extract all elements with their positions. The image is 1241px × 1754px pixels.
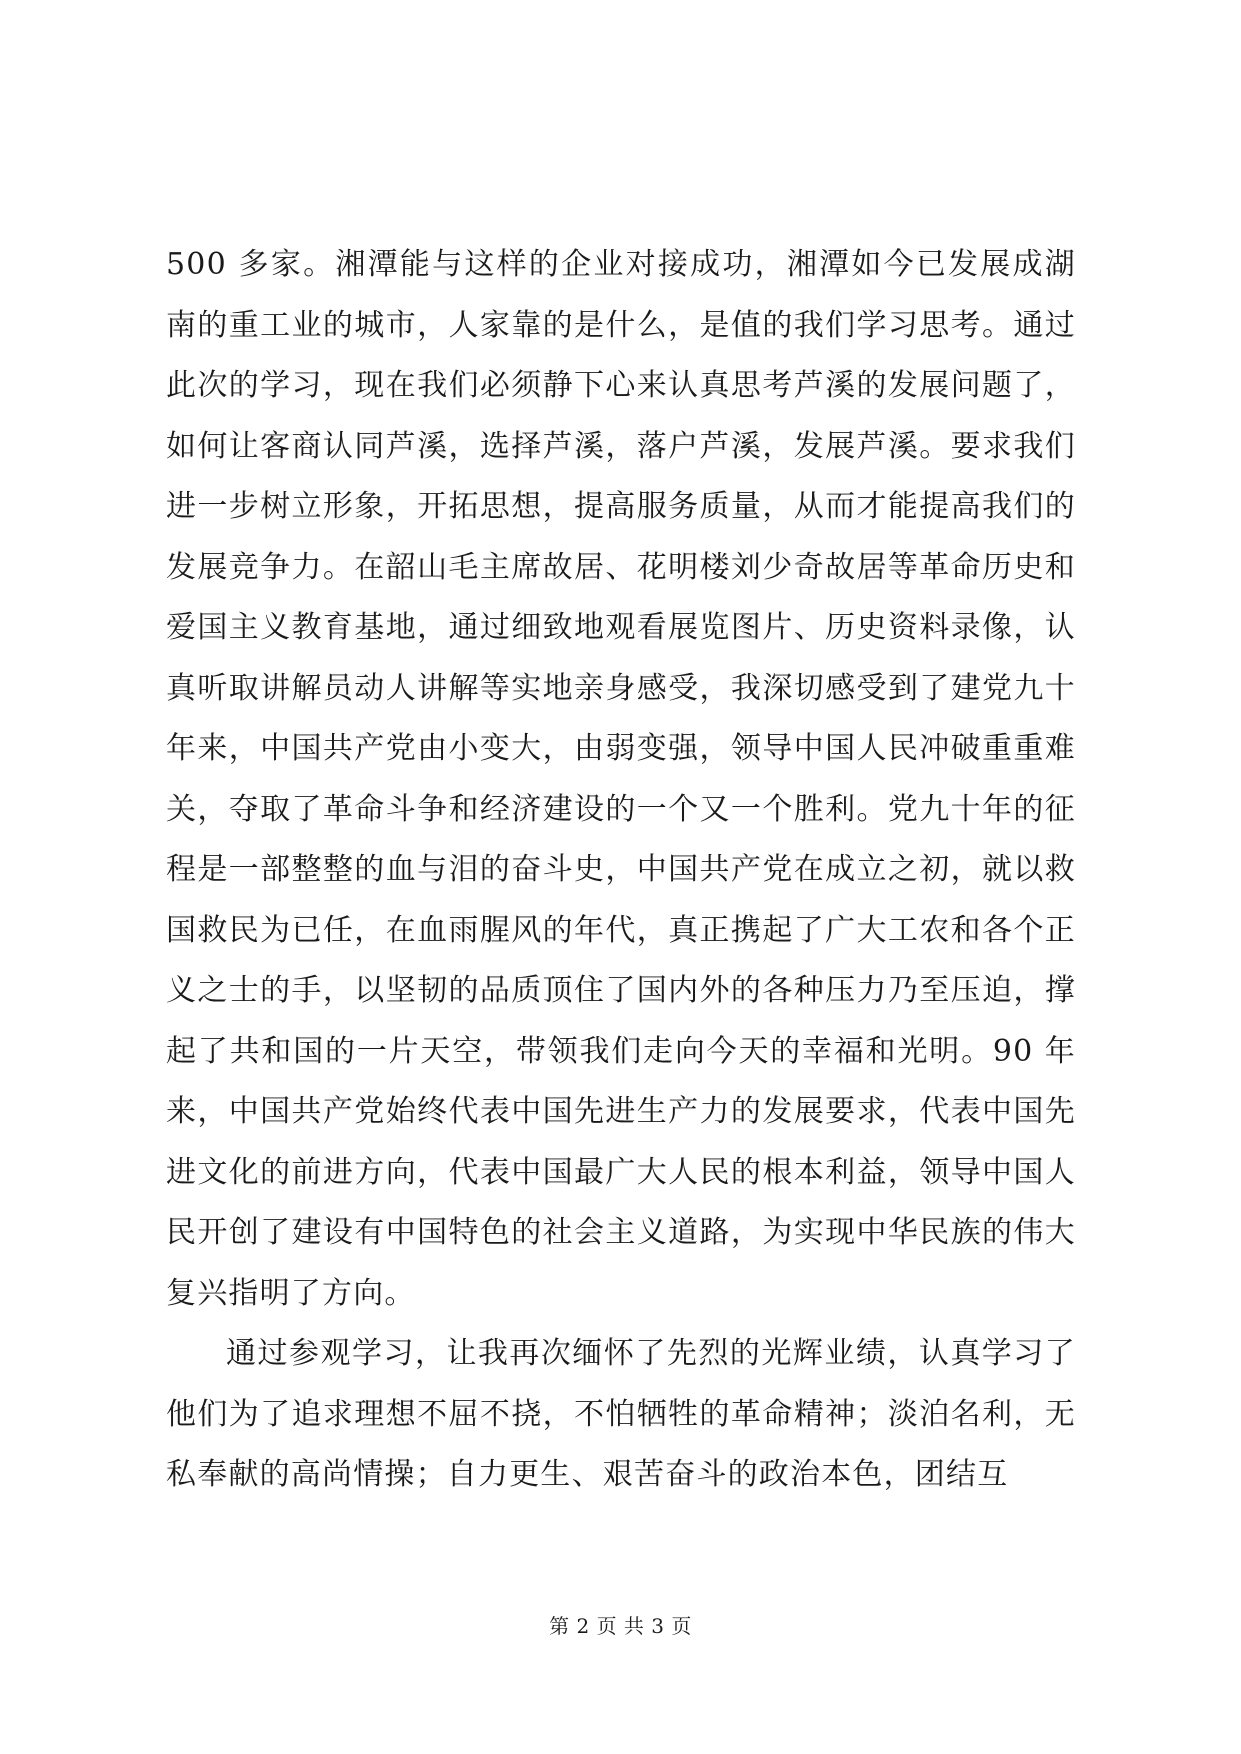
document-body bbox=[166, 235, 1076, 1506]
paragraph-1: 500 多家。湘潭能与这样的企业对接成功，湘潭如今已发展成湖南的重工业的城市，人家靠的是什么，是值的我们学习思考。通过此次的学习，现在我们必须静下心来认真思考芦溪的发展问题了，如何让客商认同芦溪，选择芦溪，落户芦溪，发展芦溪。要求我们进一步树立形象，开拓思想，提高服务质量，从而才能提高我们的发展竞争力。在韶山毛主席故居、花明楼刘少奇故居等革命历史和爱国主义教育基地，通过细致地观看展览图片、历史资料录像，认真听取讲解员动人讲解等实地亲身感受，我深切感受到了建党九十年来，中国共产党由小变大，由弱变强，领导中国人民冲破重重难关，夺取了革命斗争和经济建设的一个又一个胜利。党九十年的征程是一部整整的血与泪的奋斗史，中国共产党在成立之初，就以救国救民为已任，在血雨腥风的年代，真正携起了广大工农和各个正义之士的手，以坚韧的品质顶住了国内外的各种压力乃至压迫，撑起了共和国的一片天空，带领我们走向今天的幸福和光明。90 年来，中国共产党始终代表中国先进生产力的发展要求，代表中国先进文化的前进方向，代表中国最广大人民的根本利益，领导中国人民开创了建设有中国特色的社会主义道路，为实现中华民族的伟大复兴指明了方向。 bbox=[166, 247, 1076, 1311]
page-footer: 第 2 页 共 3 页 bbox=[549, 1614, 692, 1638]
paragraph-2: 通过参观学习，让我再次缅怀了先烈的光辉业绩，认真学习了他们为了追求理想不屈不挠，不怕牺牲的革命精神；淡泊名利，无私奉献的高尚情操；自力更生、艰苦奋斗的政治本色，团结互 bbox=[166, 1336, 1076, 1492]
